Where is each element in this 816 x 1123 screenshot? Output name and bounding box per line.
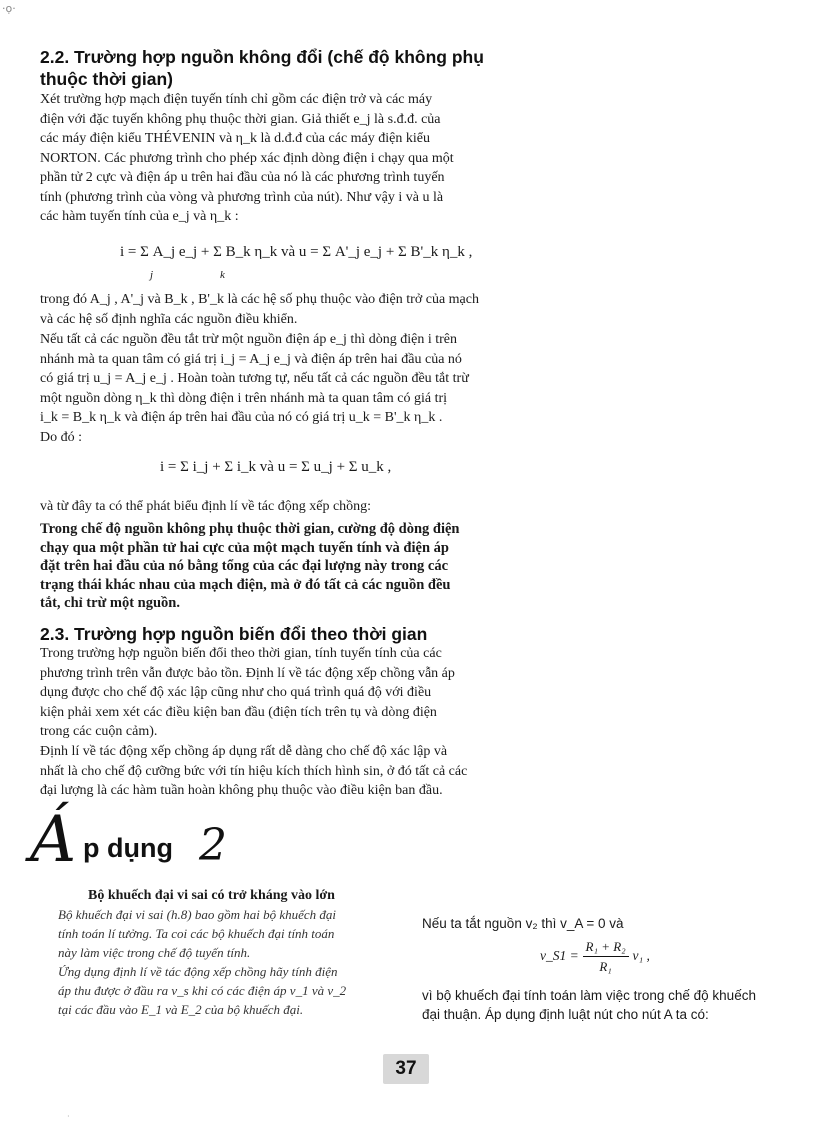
exercise-left-column — [58, 886, 403, 1019]
theorem-statement: Trong chế độ nguồn không phụ thuộc thời gian, cường độ dòng điện chạy qua một phần tử hai cực của một mạch tuyến tính và điện áp đặt trên hai đầu của nó bằng tổng của các đại lượng này trong các trạng thái khác nhau của mạch điện, mà ở đó tất cả các nguồn đều tắt, chỉ trừ một nguồn. — [40, 521, 460, 611]
formula-fraction: $\frac{\text{R₁ + R₂}}{\text{R₁}}$ — [583, 937, 629, 976]
paragraph-2-2-lead-in: và từ đây ta có thể phát biểu định lí về tác động xếp chồng: — [40, 499, 372, 514]
apdung-big-letter: Á — [30, 803, 77, 877]
page-number: 37 — [383, 1054, 429, 1084]
exercise-question: Ứng dụng định lí về tác động xếp chồng hãy tính điện áp thu được ở đầu ra v_s khi có các điện áp v_1 và v_2 tại các đầu vào E_1 và E_2 của bộ khuếch đại. — [58, 964, 347, 1017]
apdung-number: 2 — [199, 820, 227, 871]
eq1-sum-index-k: k — [220, 269, 225, 281]
paragraph-2-2-coefficients: trong đó A_j , A'_j và B_k , B'_k là các hệ số phụ thuộc vào điện trở của mạch và các hệ số định nghĩa các nguồn điều khiển. — [40, 292, 479, 327]
eq1-sum-index-j: j — [150, 269, 154, 281]
section-heading-2-3: 2.3. Trường hợp nguồn biến đổi theo thời gian — [40, 624, 428, 644]
apdung-word: p dụng — [83, 833, 173, 863]
solution-line-1: Nếu ta tắt nguồn v₂ thì v_A = 0 và — [422, 916, 624, 931]
margin-dot: · — [67, 1112, 70, 1121]
paragraph-2-2-sources: Nếu tất cả các nguồn đều tắt trừ một nguồn điện áp e_j thì dòng điện i trên nhánh mà ta quan tâm có giá trị i_j = A_j e_j và điện áp trên hai đầu của nó có giá trị u_j = A_j e_j . Hoàn toàn tương tự, nếu tất cả các nguồn đều tắt trừ một nguồn dòng η_k thì dòng điện i trên nhánh mà ta quan tâm có giá trị i_k = B_k η_k và điện áp trên hai đầu của nó có giá trị u_k = B'_k η_k . Do đó : — [40, 332, 469, 445]
section-heading-2-2: 2.2. Trường hợp nguồn không đổi (chế độ không phụ thuộc thời gian) — [40, 47, 484, 89]
solution-formula: v_S1 = $\frac{\text{R₁ + R₂}}{\text{R₁}}$ v₁ , — [540, 939, 650, 974]
solution-lines-2: vì bộ khuếch đại tính toán làm việc trong chế độ khuếch đại thuận. Áp dụng định luật nút cho nút A ta có: — [422, 988, 756, 1022]
exercise-description: Bộ khuếch đại vi sai (h.8) bao gồm hai bộ khuếch đại tính toán lí tưởng. Ta coi các bộ khuếch đại tính toán này làm việc trong chế độ tuyến tính. — [58, 907, 336, 960]
equation-superposition-1: i = Σ A_j e_j + Σ B_k η_k và u = Σ A'_j e_j + Σ B'_k η_k , — [120, 244, 473, 260]
exercise-title: Bộ khuếch đại vi sai có trở kháng vào lớn — [88, 888, 335, 903]
corner-scan-mark: ·ọ· — [2, 2, 16, 15]
paragraph-2-3-steady-state: Định lí về tác động xếp chồng áp dụng rất dễ dàng cho chế độ xác lập và nhất là cho chế độ cưỡng bức với tín hiệu kích thích hình sin, ở đó tất cả các đại lượng là các hàm tuần hoàn không phụ thuộc vào điều kiện ban đầu. — [40, 744, 468, 798]
paragraph-2-2-intro: Xét trường hợp mạch điện tuyến tính chỉ gồm các điện trở và các máy điện với đặc tuyến không phụ thuộc thời gian. Giả thiết e_j là s.đ.đ. của các máy điện kiểu THÉVENIN và η_k là d.đ.đ của các máy điện kiểu NORTON. Các phương trình cho phép xác định dòng điện i chạy qua một phần tử 2 cực và điện áp u trên hai đầu của nó là các phương trình tuyến tính (phương trình của vòng và phương trình của nút). Như vậy i và u là các hàm tuyến tính của e_j và η_k : — [40, 92, 454, 224]
paragraph-2-3-intro: Trong trường hợp nguồn biến đổi theo thời gian, tính tuyến tính của các phương trình trên vẫn được bảo tồn. Định lí về tác động xếp chồng vẫn áp dụng được cho chế độ xác lập cũng như cho quá trình quá độ với điều kiện phải xem xét các điều kiện ban đầu (điện tích trên tụ và dòng điện trong các cuộn cảm). — [40, 646, 455, 739]
exercise-right-column — [422, 914, 782, 1024]
equation-superposition-2: i = Σ i_j + Σ i_k và u = Σ u_j + Σ u_k , — [160, 459, 392, 475]
